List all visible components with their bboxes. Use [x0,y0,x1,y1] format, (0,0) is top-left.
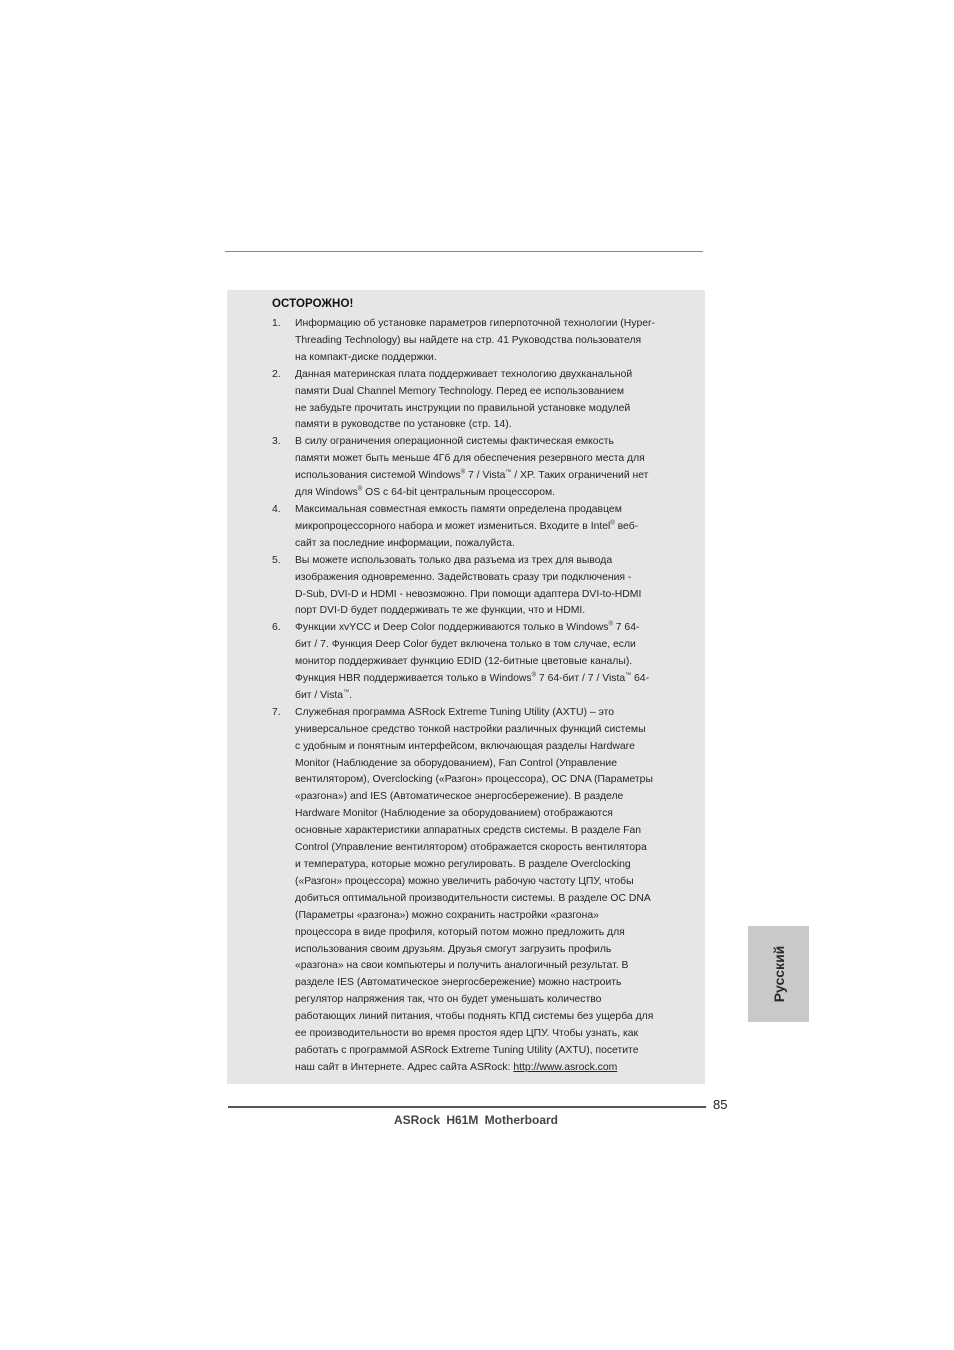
list-item-line: монитор поддерживает функцию EDID (12-битные цветовые каналы). [295,656,633,668]
list-item [272,502,686,553]
list-item-line: добиться оптимальной производительности системы. В разделе OC DNA [295,892,651,904]
list-item [272,705,686,1077]
list-item-number: 6. [272,622,281,634]
list-item-line [295,1060,686,1077]
list-item-line: «разгона») and IES (Автоматическое энергосбережение). В разделе [295,791,624,803]
list-item-line: Служебная программа ASRock Extreme Tuning Utility (AXTU) – это [295,706,614,718]
list-item-line: вентилятором), Overclocking («Разгон» процессора), OC DNA (Параметры [295,774,653,786]
language-tab [748,926,809,1022]
list-item-number: 3. [272,436,281,448]
list-item-line: использования своим друзьям. Друзья смогут загрузить профиль [295,943,612,955]
list-item-line: памяти в руководстве по установке (стр. 14). [295,419,512,431]
list-item [272,434,686,502]
list-item-line: бит / Vista™. [295,689,352,701]
list-item-line: памяти Dual Channel Memory Technology. Перед ее использованием [295,385,624,397]
list-item-line: Функция HBR поддерживается только в Windows® 7 64-бит / 7 / Vista™ 64- [295,672,650,685]
list-item-number: 2. [272,368,281,380]
list-item-line-text: наш сайт в Интернете. Адрес сайта ASRock: [295,1061,514,1073]
list-item-line: («Разгон» процессора) можно увеличить рабочую частоту ЦПУ, чтобы [295,875,634,887]
list-item-line: Monitor (Наблюдение за оборудованием), Fan Control (Управление [295,757,618,769]
list-item-number: 7. [272,706,281,718]
list-item-line: (Параметры «разгона») можно сохранить настройки «разгона» [295,909,599,921]
list-item [272,316,686,367]
bottom-divider [228,1106,706,1108]
list-item-line: D-Sub, DVI-D и HDMI - невозможно. При помощи адаптера DVI-to-HDMI [295,588,642,600]
list-item-line: изображения одновременно. Задействовать сразу три подключения - [295,571,632,583]
list-item-number: 5. [272,554,281,566]
list-item-line: Данная материнская плата поддерживает технологию двухканальной [295,368,633,380]
list-item-line: памяти может быть меньше 4Гб для обеспечения резервного места для [295,453,645,465]
caution-title: ОСТОРОЖНО! [272,298,354,310]
list-item-line: Максимальная совместная емкость памяти определена продавцем [295,503,622,515]
caution-list [272,316,686,1077]
asrock-website-link[interactable]: http://www.asrock.com [513,1061,618,1073]
list-item-line: ее производительности во время простоя ядер ЦПУ. Чтобы узнать, как [295,1028,639,1040]
list-item-line: разделе IES (Автоматическое энергосбережение) можно настроить [295,977,622,989]
list-item [272,620,686,705]
list-item-line: работающих линий питания, чтобы поднять КПД системы без ущерба для [295,1011,654,1023]
list-item-line: Control (Управление вентилятором) отображается скорость вентилятора [295,842,647,854]
language-tab-label: Русский [770,945,787,1003]
page-number: 85 [713,1097,728,1112]
list-item-line: не забудьте прочитать инструкции по правильной установке модулей [295,402,631,414]
list-item-line: Hardware Monitor (Наблюдение за оборудованием) отображаются [295,808,613,820]
list-item-line: «разгона» на свои компьютеры и получить аналогичный результат. В [295,960,629,972]
list-item-line: микропроцессорного набора и может измениться. Входите в Intel® веб- [295,520,639,532]
list-item [272,553,686,621]
list-item-line: использования системой Windows® 7 / Vista™ / XP. Таких ограничений нет [295,469,649,482]
list-item-line: с удобным и понятным интерфейсом, включающая разделы Hardware [295,740,635,752]
list-item-line: основные характеристики аппаратных средств системы. В разделе Fan [295,825,642,837]
list-item-line: Threading Technology) вы найдете на стр. 41 Руководства пользователя [295,334,642,346]
footer-caption: ASRock H61M Motherboard [393,1113,559,1127]
list-item-line: процессора в виде профиля, который потом можно предложить для [295,926,625,938]
list-item-line: и температура, которые можно регулировать. В разделе Overclocking [295,859,631,870]
list-item-line: Информацию об установке параметров гиперпоточной технологии (Hyper- [295,318,655,329]
list-item-line: бит / 7. Функция Deep Color будет включена только в том случае, если [295,639,636,651]
list-item-line: В силу ограничения операционной системы фактическая емкость [295,436,614,448]
list-item-line: работать с программой ASRock Extreme Tuning Utility (AXTU), посетите [295,1044,639,1056]
list-item-line: Функции xvYCC и Deep Color поддерживаются только в Windows® 7 64- [295,621,640,634]
list-item [272,367,686,435]
list-item-number: 4. [272,503,281,515]
list-item-number: 1. [272,318,281,329]
list-item-line: сайт за последние информации, пожалуйста. [295,537,515,549]
top-divider [225,251,703,252]
list-item-line: на компакт-диске поддержки. [295,351,437,363]
list-item-line: для Windows® OS с 64-bit центральным процессором. [295,486,556,499]
list-item-line: универсальное средство тонкой настройки различных функций системы [295,723,646,735]
list-item-line: Вы можете использовать только два разъема из трех для вывода [295,554,613,566]
list-item-line: регулятор напряжения так, что он будет уменьшать количество [295,994,602,1006]
list-item-line: порт DVI-D будет поддерживать те же функции, что и HDMI. [295,605,586,617]
